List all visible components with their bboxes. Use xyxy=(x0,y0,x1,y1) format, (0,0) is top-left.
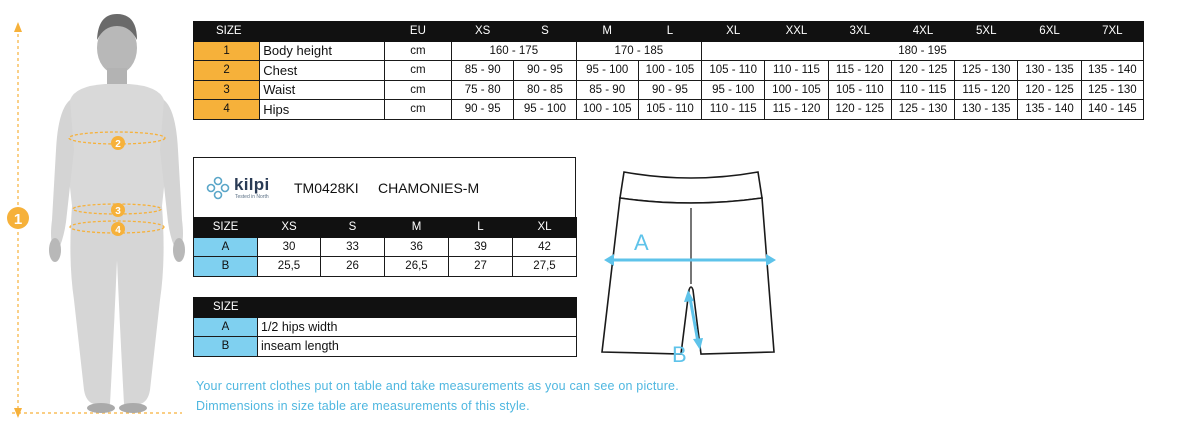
logo-tagline: Tested in North xyxy=(235,194,269,200)
header-s: S xyxy=(321,218,385,238)
row-number: 2 xyxy=(194,61,260,81)
table-cell: 115 - 120 xyxy=(765,100,828,120)
size-table xyxy=(193,21,1144,120)
table-cell: 95 - 100 xyxy=(702,80,765,100)
header-size: SIZE xyxy=(194,218,258,238)
shorts-label-a: A xyxy=(634,230,649,255)
table-row xyxy=(194,41,1144,61)
table-cell: 25,5 xyxy=(258,257,321,277)
table-cell: 140 - 145 xyxy=(1081,100,1143,120)
marker-2 xyxy=(111,136,125,150)
row-key: A xyxy=(194,317,258,337)
kilpi-logo xyxy=(204,174,284,204)
row-number: 3 xyxy=(194,80,260,100)
table-cell: 120 - 125 xyxy=(1018,80,1081,100)
table-row xyxy=(194,100,1144,120)
product-name: CHAMONIES-M xyxy=(378,180,480,196)
table-cell: 42 xyxy=(513,237,577,257)
table-cell: 125 - 130 xyxy=(891,100,954,120)
table-row xyxy=(194,317,577,337)
table-cell: 85 - 90 xyxy=(576,80,638,100)
table-cell: 130 - 135 xyxy=(955,100,1018,120)
table-cell: 125 - 130 xyxy=(955,61,1018,81)
table-cell: 75 - 80 xyxy=(452,80,514,100)
table-cell: 100 - 105 xyxy=(765,80,828,100)
table-cell: 105 - 110 xyxy=(828,80,891,100)
table-cell: 105 - 110 xyxy=(702,61,765,81)
table-cell: 115 - 120 xyxy=(955,80,1018,100)
row-unit: cm xyxy=(384,80,451,100)
header-3xl: 3XL xyxy=(828,22,891,42)
header-7xl: 7XL xyxy=(1081,22,1143,42)
table-cell: 80 - 85 xyxy=(514,80,576,100)
table-cell: 33 xyxy=(321,237,385,257)
kilpi-logo-icon xyxy=(204,174,232,202)
measurement-legend-table xyxy=(193,297,577,357)
header-eu: EU xyxy=(384,22,451,42)
table-cell: 95 - 100 xyxy=(514,100,576,120)
legend-table-header xyxy=(194,298,577,318)
row-key: A xyxy=(194,237,258,257)
table-cell: 130 - 135 xyxy=(1018,61,1081,81)
shorts-label-b: B xyxy=(672,342,687,364)
row-unit: cm xyxy=(384,41,451,61)
legend-description: inseam length xyxy=(258,337,577,357)
table-cell: 160 - 175 xyxy=(452,41,577,61)
table-cell: 100 - 105 xyxy=(638,61,701,81)
header-5xl: 5XL xyxy=(955,22,1018,42)
header-6xl: 6XL xyxy=(1018,22,1081,42)
table-cell: 110 - 115 xyxy=(702,100,765,120)
body-measurement-figure xyxy=(0,0,200,436)
table-cell: 135 - 140 xyxy=(1018,100,1081,120)
row-label: Chest xyxy=(260,61,385,81)
table-cell: 36 xyxy=(385,237,449,257)
header-m: M xyxy=(576,22,638,42)
table-cell: 39 xyxy=(449,237,513,257)
row-key: B xyxy=(194,257,258,277)
table-cell: 110 - 115 xyxy=(765,61,828,81)
table-cell: 85 - 90 xyxy=(452,61,514,81)
logo-text: kilpi xyxy=(234,175,270,194)
row-unit: cm xyxy=(384,100,451,120)
header-4xl: 4XL xyxy=(891,22,954,42)
svg-text:2: 2 xyxy=(115,139,121,150)
table-cell: 180 - 195 xyxy=(702,41,1144,61)
table-cell: 90 - 95 xyxy=(452,100,514,120)
row-number: 4 xyxy=(194,100,260,120)
table-cell: 120 - 125 xyxy=(828,100,891,120)
header-size: SIZE xyxy=(194,298,577,318)
table-cell: 27 xyxy=(449,257,513,277)
marker-3 xyxy=(111,203,125,217)
header-m: M xyxy=(385,218,449,238)
row-label: Body height xyxy=(260,41,385,61)
table-cell: 125 - 130 xyxy=(1081,80,1143,100)
shorts-diagram xyxy=(596,164,786,364)
table-cell: 105 - 110 xyxy=(638,100,701,120)
style-measurement-table xyxy=(193,217,577,277)
svg-text:3: 3 xyxy=(115,206,121,217)
table-row xyxy=(194,80,1144,100)
product-header xyxy=(193,157,576,217)
header-xl: XL xyxy=(702,22,765,42)
row-label: Hips xyxy=(260,100,385,120)
header-s: S xyxy=(514,22,576,42)
table-row xyxy=(194,257,577,277)
header-xs: XS xyxy=(258,218,321,238)
size-table-header xyxy=(194,22,1144,42)
table-row xyxy=(194,337,577,357)
svg-text:1: 1 xyxy=(13,211,23,228)
header-xxl: XXL xyxy=(765,22,828,42)
table-cell: 30 xyxy=(258,237,321,257)
table-row xyxy=(194,61,1144,81)
table-cell: 100 - 105 xyxy=(576,100,638,120)
legend-description: 1/2 hips width xyxy=(258,317,577,337)
table-cell: 26,5 xyxy=(385,257,449,277)
marker-1 xyxy=(7,207,29,229)
style-table-header xyxy=(194,218,577,238)
table-cell: 135 - 140 xyxy=(1081,61,1143,81)
svg-text:4: 4 xyxy=(115,225,121,236)
table-cell: 26 xyxy=(321,257,385,277)
instruction-note: Your current clothes put on table and take measurements as you can see on picture. xyxy=(196,379,679,393)
marker-4 xyxy=(111,222,125,236)
header-xl: XL xyxy=(513,218,577,238)
table-cell: 115 - 120 xyxy=(828,61,891,81)
table-cell: 95 - 100 xyxy=(576,61,638,81)
table-cell: 90 - 95 xyxy=(514,61,576,81)
table-row xyxy=(194,237,577,257)
table-cell: 27,5 xyxy=(513,257,577,277)
header-size: SIZE xyxy=(194,22,385,42)
row-key: B xyxy=(194,337,258,357)
table-cell: 90 - 95 xyxy=(638,80,701,100)
row-unit: cm xyxy=(384,61,451,81)
row-label: Waist xyxy=(260,80,385,100)
header-xs: XS xyxy=(452,22,514,42)
table-cell: 170 - 185 xyxy=(576,41,702,61)
table-cell: 120 - 125 xyxy=(891,61,954,81)
header-l: L xyxy=(638,22,701,42)
row-number: 1 xyxy=(194,41,260,61)
header-l: L xyxy=(449,218,513,238)
table-cell: 110 - 115 xyxy=(891,80,954,100)
product-code: TM0428KI xyxy=(294,180,359,196)
dimension-note: Dimmensions in size table are measurements of this style. xyxy=(196,399,530,413)
